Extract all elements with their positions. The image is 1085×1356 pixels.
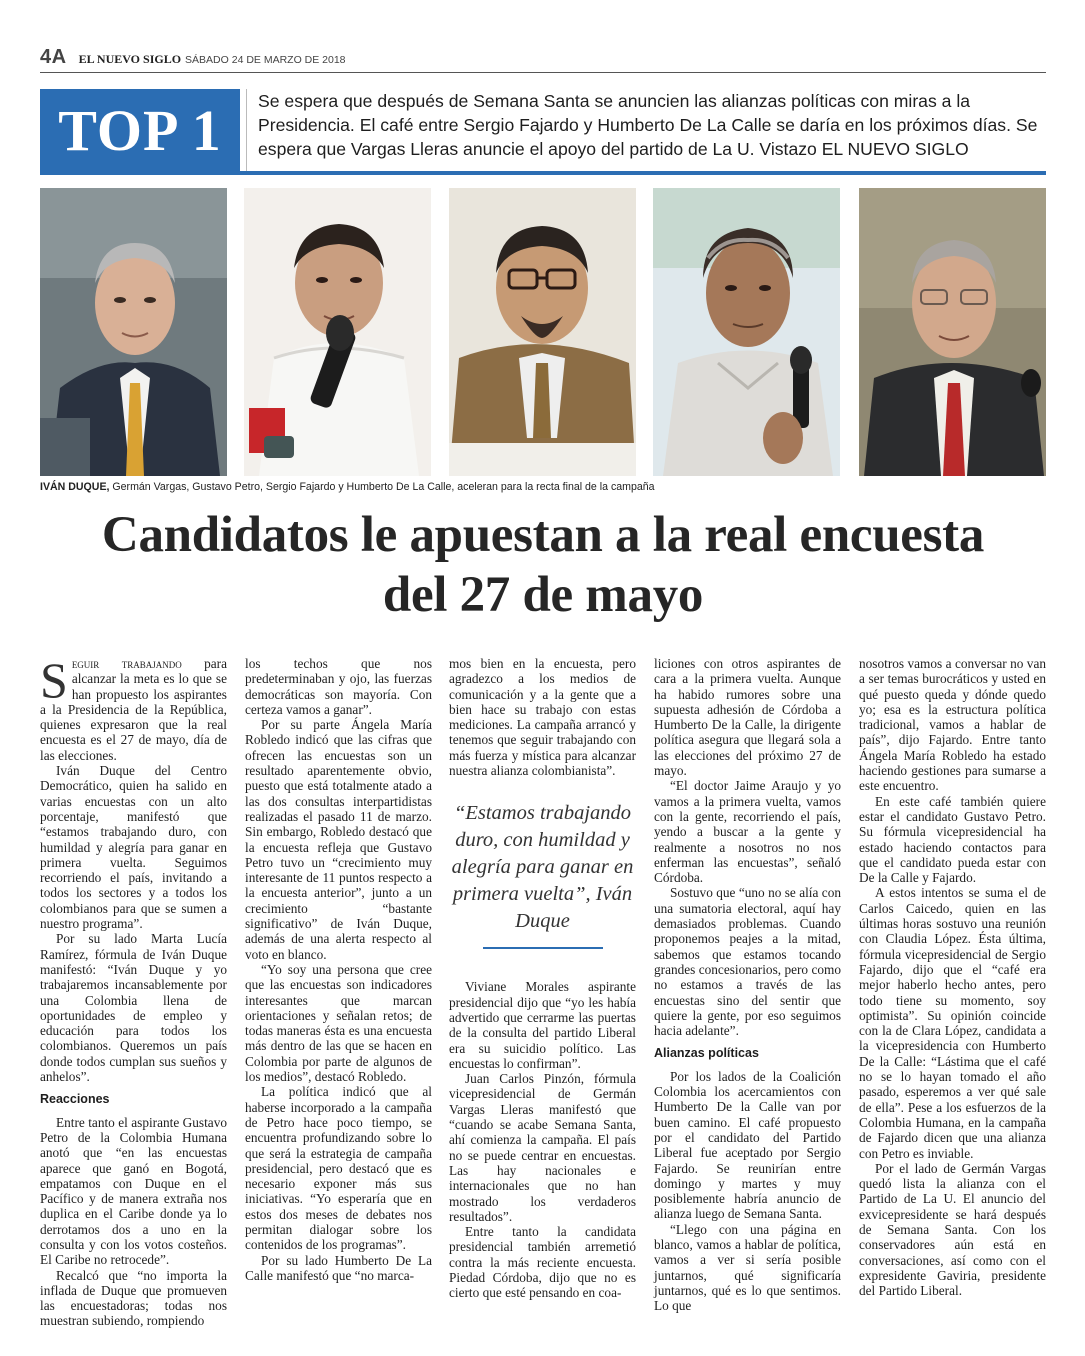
headline-line-2: del 27 de mayo (382, 567, 704, 623)
top-divider (246, 89, 247, 171)
pull-quote-text: “Estamos trabajando duro, con humildad y alegría para ganar en primera vuelta”, Iván Duque (451, 802, 634, 933)
drop-cap: S (40, 652, 68, 708)
paragraph: “Yo soy una persona que cree que las encuestas son indicadores interesantes que marcan orientaciones y señalan retos; de todas maneras ésta es una encuesta más dentro de las que se hacen en Colombia por parte de algunos de los medios”, destacó Robledo. (245, 961, 432, 1085)
newspaper-name: EL NUEVO SIGLO (78, 52, 182, 66)
caption-text: Germán Vargas, Gustavo Petro, Sergio Fajardo y Humberto De La Calle, aceleran para la recta final de la campaña (109, 481, 655, 493)
headline (40, 505, 1046, 625)
issue-date: SÁBADO 24 DE MARZO DE 2018 (185, 54, 346, 66)
folio (40, 46, 1046, 73)
top-label: TOP 1 (40, 89, 240, 171)
caption-lead: IVÁN DUQUE, (40, 481, 110, 493)
pull-quote (449, 800, 636, 949)
paragraph: A estos intentos se suma el de Carlos Caicedo, quien en las últimas horas sostuvo una reunión con Claudia López. Ésta última, fórmula vicepresidencial de Sergio Fajardo, dijo que el “café era mejor haberlo hecho antes, pero todo tiene su momento, soy optimista”. Su opinión coincide con la de Clara López, candidata a la vicepresidencia con Humberto De la Calle: “Lástima que el café no se lo hayan tomado el año pasado, esperemos a ver qué sale de ella”. Pese a los esfuerzos de la Colombia Humana, en la campaña de Fajardo dicen que una alianza con Petro es inviable. (859, 885, 1046, 1161)
article-column-3 (449, 656, 636, 1301)
paragraph: Juan Carlos Pinzón, fórmula vicepresidencial de Germán Vargas Lleras manifestó que “cuando se acabe Semana Santa, ahí comienza la campaña. El país no se puede centrar en encuestas. Las hay nacionales e internacionales que no han mostrado los verdaderos resultados”. (449, 1071, 636, 1224)
paragraph: nosotros vamos a conversar no van a ser temas burocráticos y usted en qué puesto queda y dónde quedo yo; esa es la estructura política tradicional, vamos a hablar de país”, dijo Fajardo. Entre tanto Ángela María Robledo ha estado haciendo gestiones para sumarse a este encuentro. (859, 656, 1046, 794)
paragraph: Por los lados de la Coalición Colombia los acercamientos con Humberto De la Calle van por buen camino. El café propuesto por el candidato del Partido Liberal fue aceptado por Sergio Fajardo. Se reunirían entre domingo y martes y muy posiblemente habría anuncio de alianza luego de Semana Santa. (654, 1068, 841, 1222)
paragraph: Por su lado Humberto De La Calle manifestó que “no marca- (245, 1252, 432, 1283)
photo-petro (449, 188, 636, 476)
paragraph: Entre tanto la candidata presidencial también arremetió contra la más reciente encuesta. Piedad Córdoba, dijo que no es cierto que esté pensando en coa- (449, 1224, 636, 1301)
paragraph: los techos que nos predeterminaban y ojo, las fuerzas democráticas son mayoría. Con certeza vamos a ganar”. (245, 656, 432, 717)
photo-duque (40, 188, 227, 476)
lead-in: eguir trabajando (71, 656, 182, 671)
photo-fajardo (653, 188, 840, 476)
photo-delacalle (859, 188, 1046, 476)
candidate-photos (40, 188, 1046, 476)
paragraph: mos bien en la encuesta, pero agradezco a los medios de comunicación y a la gente que a bien hace su trabajo con estas mediciones. La campaña arrancó y tenemos que seguir trabajando con más fuerza y mística para alcanzar nuestra alianza colombianista”. (449, 656, 636, 779)
article-column-4 (654, 656, 841, 1313)
photo-vargas (244, 188, 431, 476)
headline-line-1: Candidatos le apuestan a la real encuesta (101, 507, 985, 563)
paragraph: Por su parte Ángela María Robledo indicó que las cifras que ofrecen las encuestas son un resultado aparentemente obvio, puesto que está totalmente atado a las dos consultas interpartidistas realizadas el pasado 11 de marzo. Sin embargo, Robledo destacó que la encuesta refleja que Gustavo Petro tuvo un “crecimiento muy interesante de 11 puntos respecto a la encuesta anterior”, junto a un crecimiento “bastante significativo” de Iván Duque, además de una alerta respecto al voto en blanco. (245, 717, 432, 962)
subhead-alianzas: Alianzas políticas (654, 1046, 759, 1061)
paragraph: La política indicó que al haberse incorporado a la campaña de Petro hace poco tiempo, se encuentra profundizando sobre lo que será la estrategia de campaña presidencial, pero destacó que es necesario exponer más sus iniciativas. “Yo esperaría que en estos dos meses de debates nos permitan dialogar sobre los contenidos de los programas”. (245, 1084, 432, 1253)
article-column-5 (859, 656, 1046, 1298)
paragraph: Sostuvo que “uno no se alía con una sumatoria electoral, aquí hay demasiados problemas. Cuando proponemos peajes a la mitad, sabemos que estamos tocando grandes concesionarios, pero como no estamos a través de las encuestas sino del sentir que quiere la gente, por eso seguimos hacia adelante”. (654, 885, 841, 1039)
subhead-reacciones: Reacciones (40, 1092, 110, 1107)
paragraph: liciones con otros aspirantes de cara a la primera vuelta. Aunque ha habido rumores sobre una supuesta adhesión de Córdoba a Humberto De la Calle, la dirigente política asegura que llegará sola a las elecciones del próximo 27 de mayo. (654, 656, 841, 779)
paragraph: “El doctor Jaime Araujo y yo vamos a la primera vuelta, vamos con la gente, recorriendo el país, yendo a buscar a la gente y realmente a nosotros no nos enferman las encuestas”, señaló Córdoba. (654, 778, 841, 886)
top-banner (40, 89, 1046, 175)
photo-caption (40, 481, 1046, 493)
paragraph: Iván Duque del Centro Democrático, quien ha salido en varias encuestas con un alto porcentaje, manifestó que “estamos trabajando duro, con humildad y alegría para ganar en primera vuelta. Seguimos recorriendo el país, invitando a todos los sectores y a todos los colombianos para que se sumen a nuestro programa”. (40, 763, 227, 932)
paragraph: “Llego con una página en blanco, vamos a hablar de política, vamos a ver si sería posible juntarnos, qué significaría juntarnos, qué es lo que sentimos. Lo que (654, 1221, 841, 1314)
top-summary: Se espera que después de Semana Santa se anuncien las alianzas políticas con miras a la Presidencia. El café entre Sergio Fajardo y Humberto De La Calle se daría en los próximos días. Se espera que Vargas Lleras anuncie el apoyo del partido de La U. Vistazo EL NUEVO SIGLO (258, 91, 1038, 159)
paragraph: Por su lado Marta Lucía Ramírez, fórmula de Iván Duque manifestó: “Iván Duque y yo trabajaremos incansablemente por una Colombia llena de oportunidades de empleo y educación para todos los colombianos. Queremos un país donde todos cumplan sus sueños y anhelos”. (40, 931, 227, 1085)
paragraph: Entre tanto el aspirante Gustavo Petro de la Colombia Humana anotó que “en las encuestas aparece que ganó en Bogotá, empatamos con Duque en el Pacífico y de manera extraña nos duplica en el Caribe donde ya lo derrotamos dos a uno en la consulta y con los votos costeños. El Caribe no retrocede”. (40, 1114, 227, 1268)
paragraph: Recalcó que “no importa la inflada de Duque que promueven las encuestadoras; todas nos muestran subiendo, rompiendo (40, 1267, 227, 1329)
article-column-2 (245, 656, 432, 1283)
pull-quote-rule (483, 947, 603, 949)
paragraph-text: para alcanzar la meta es lo que se han propuesto los aspirantes a la Presidencia de la República, quienes expresaron que la real encuesta es el 27 de mayo, día de las elecciones. (40, 656, 227, 763)
article-column-1 (40, 652, 227, 1329)
paragraph (40, 652, 227, 763)
paragraph: Por el lado de Germán Vargas quedó lista la alianza con el Partido de La U. El anuncio del exvicepresidente se hará después de Semana Santa. Con los conservadores aún está en conversaciones, así como con el expresidente Gaviria, presidente del Partido Liberal. (859, 1160, 1046, 1299)
page-number: 4A (40, 46, 67, 68)
paragraph: Viviane Morales aspirante presidencial dijo que “yo les había advertido que cerrarme las puertas de la consulta del partido Liberal era su suicidio político. Las encuestas lo confirman”. (449, 979, 636, 1071)
paragraph: En este café también quiere estar el candidato Gustavo Petro. Su fórmula vicepresidencial ha estado haciendo contactos para que el candidato pueda estar con De la Calle y Fajardo. (859, 793, 1046, 886)
